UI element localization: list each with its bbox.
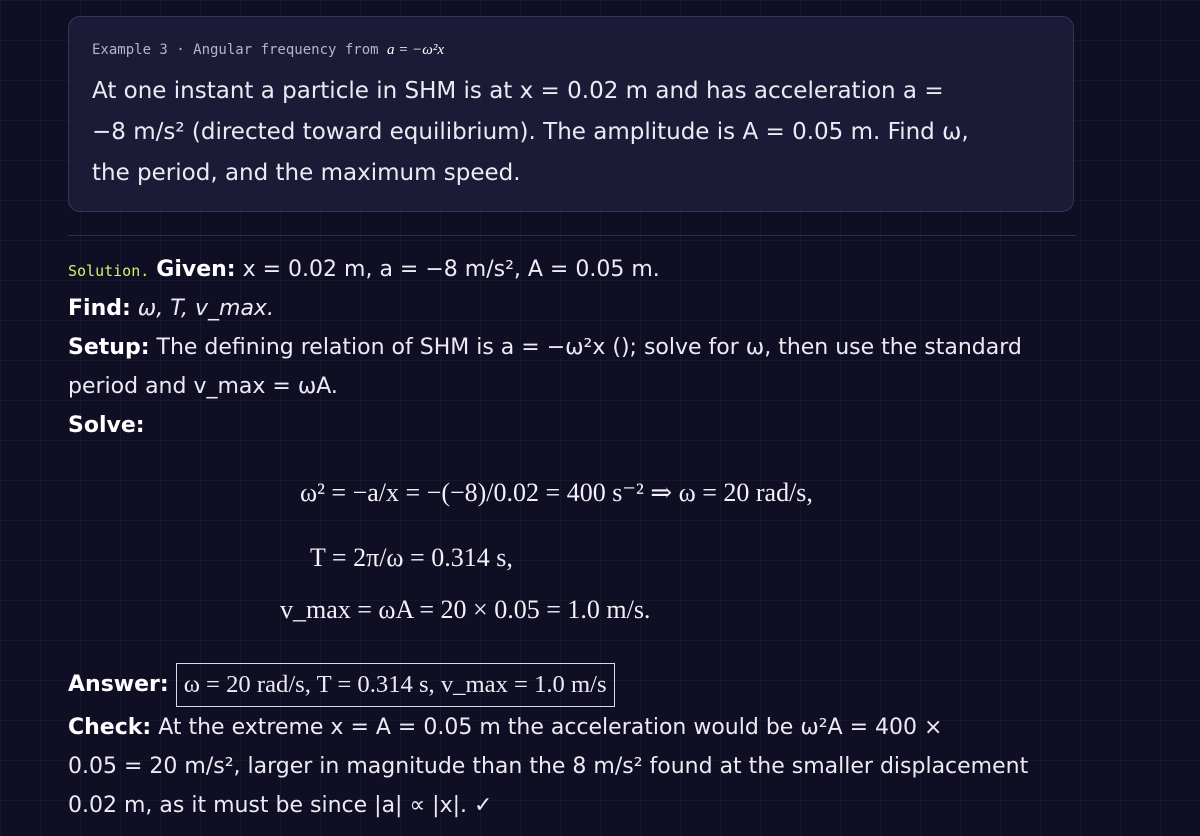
section-divider — [68, 235, 1076, 236]
given-line — [68, 250, 1078, 289]
check-block — [68, 708, 1078, 825]
check-line-2: 0.05 = 20 m/s², larger in magnitude than the 8 m/s² found at the smaller displacement — [68, 754, 1029, 779]
setup-line-1: The defining relation of SHM is a = −ω²x (); solve for ω, then use the standard — [156, 335, 1022, 360]
given-text: x = 0.02 m, a = −8 m/s², A = 0.05 m. — [242, 257, 660, 282]
problem-line-1: At one instant a particle in SHM is at x = 0.02 m and has acceleration a = — [92, 78, 944, 104]
setup-line-2: period and v_max = ωA. — [68, 374, 338, 399]
answer-line — [68, 662, 1078, 708]
problem-statement — [92, 71, 1050, 194]
solution-section — [68, 250, 1078, 445]
answer-label: Answer: — [68, 672, 169, 697]
example-label — [92, 37, 1050, 63]
answer-block — [68, 662, 1078, 825]
equation-row-3: v_max = ωA = 20 × 0.05 = 1.0 m/s. — [280, 595, 651, 624]
example-card — [68, 16, 1074, 212]
equation-row-2: T = 2π/ω = 0.314 s, — [310, 543, 513, 572]
example-label-math: a = −ω²x — [387, 42, 445, 58]
answer-box: ω = 20 rad/s, T = 0.314 s, v_max = 1.0 m/s — [176, 663, 615, 707]
problem-line-2: −8 m/s² (directed toward equilibrium). The amplitude is A = 0.05 m. Find ω, — [92, 119, 969, 145]
check-line-1: At the extreme x = A = 0.05 m the acceleration would be ω²A = 400 × — [158, 715, 943, 740]
find-label: Find: — [68, 296, 131, 321]
setup-block — [68, 328, 1078, 406]
check-label: Check: — [68, 715, 152, 740]
equation-row-1: ω² = −a/x = −(−8)/0.02 = 400 s⁻² ⇒ ω = 20 rad/s, — [300, 478, 813, 507]
solve-line — [68, 406, 1078, 445]
find-text: ω, T, v_max. — [137, 296, 274, 321]
check-line-3: 0.02 m, as it must be since |a| ∝ |x|. ✓ — [68, 793, 493, 818]
solution-tag: Solution. — [68, 262, 150, 280]
setup-label: Setup: — [68, 335, 150, 360]
find-line — [68, 289, 1078, 328]
solve-label: Solve: — [68, 413, 145, 438]
problem-line-3: the period, and the maximum speed. — [92, 160, 521, 186]
given-label: Given: — [156, 257, 236, 282]
example-label-text: Example 3 · Angular frequency from — [92, 42, 379, 58]
